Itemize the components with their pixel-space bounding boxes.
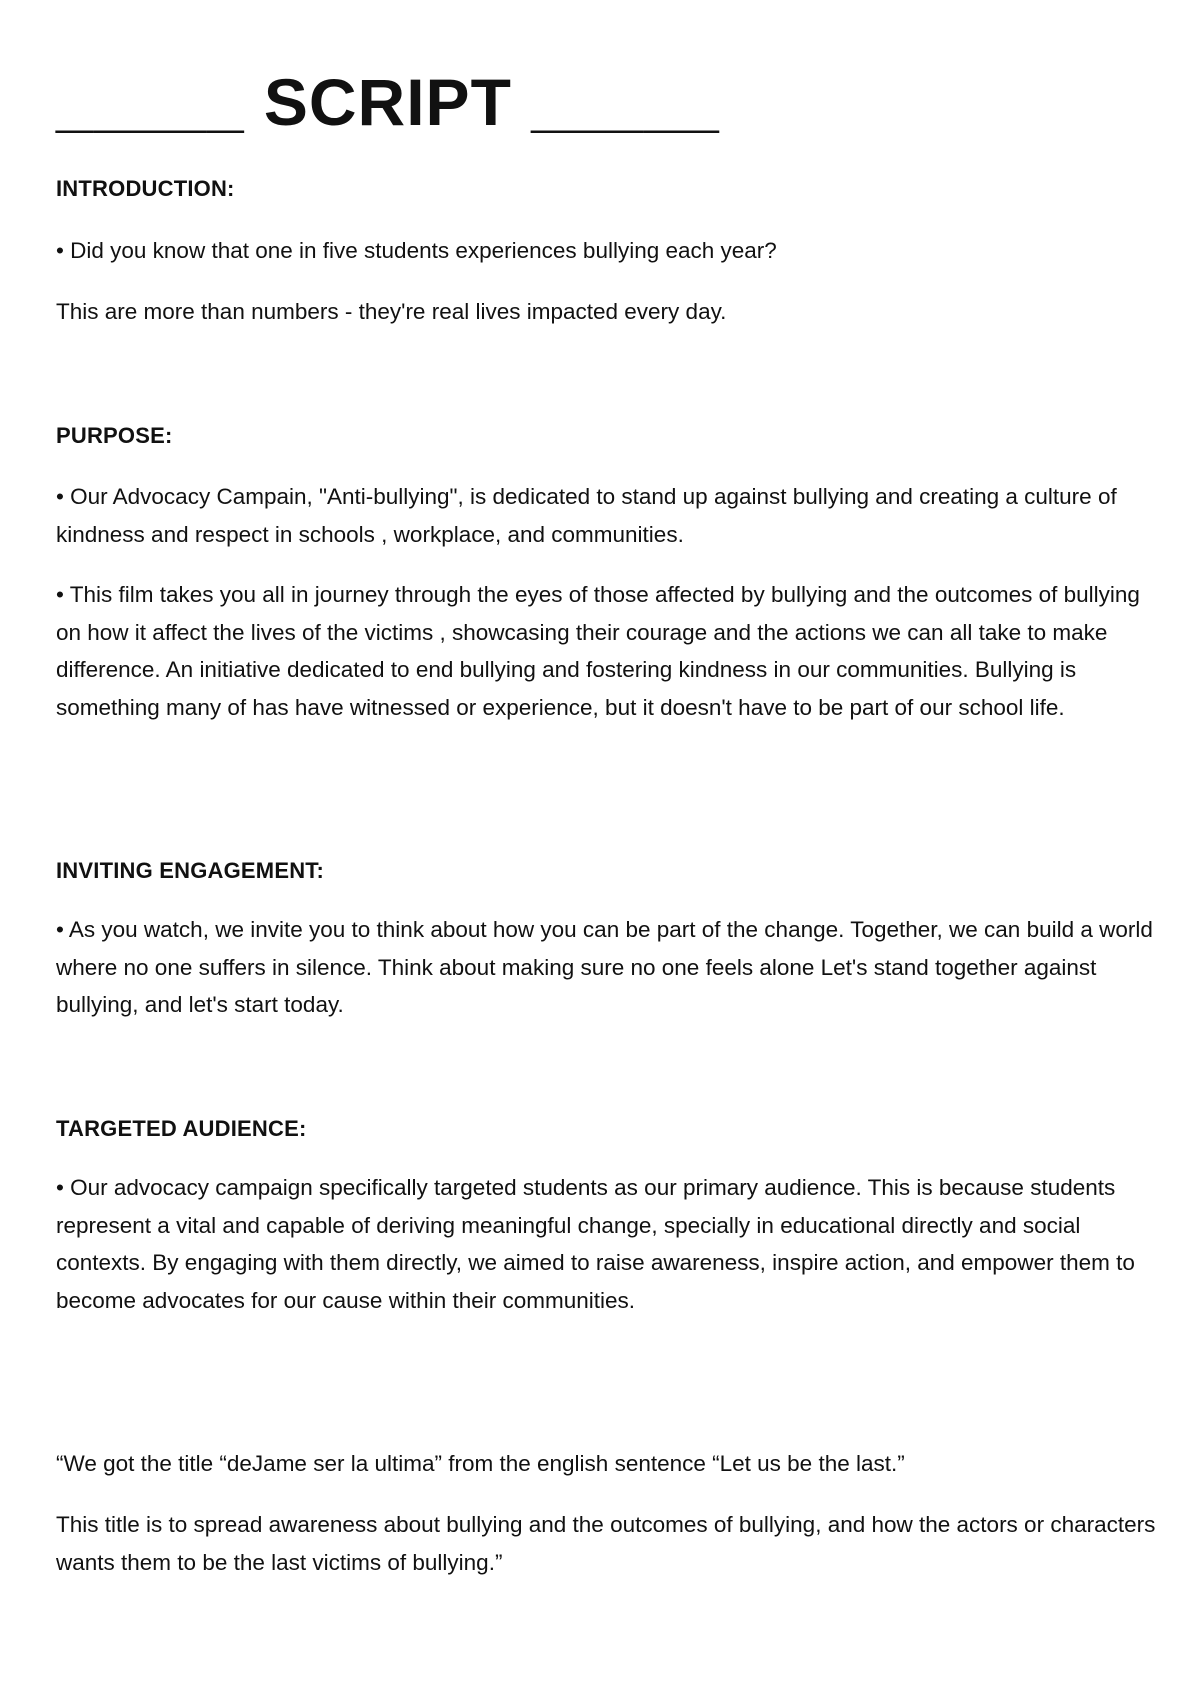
heading-introduction: INTRODUCTION:: [56, 176, 235, 201]
closing-paragraph-1: “We got the title “deJame ser la ultima” from the english sentence “Let us be the last.”: [56, 1451, 905, 1476]
heading-targeted-audience: TARGETED AUDIENCE:: [56, 1116, 307, 1141]
page-title: _____ SCRIPT _____: [56, 65, 720, 139]
introduction-paragraph-2: This are more than numbers - they're real lives impacted every day.: [56, 299, 727, 324]
introduction-paragraph-1: • Did you know that one in five students experiences bullying each year?: [56, 238, 777, 263]
purpose-paragraph-1: • Our Advocacy Campain, "Anti-bullying", is dedicated to stand up against bullying and creating a culture of kindness and respect in schools , workplace, and communities.: [56, 484, 1117, 547]
heading-purpose: PURPOSE:: [56, 423, 173, 448]
closing-paragraph-2: This title is to spread awareness about bullying and the outcomes of bullying, and how the actors or characters wants them to be the last victims of bullying.”: [56, 1512, 1156, 1575]
heading-inviting-engagement: INVITING ENGAGEMENT:: [56, 858, 325, 883]
engagement-paragraph-1: • As you watch, we invite you to think about how you can be part of the change. Together, we can build a world where no one suffers in silence. Think about making sure no one feels alone Let's stand together against bullying, and let's start today.: [56, 917, 1153, 1017]
audience-paragraph-1: • Our advocacy campaign specifically targeted students as our primary audience. This is because students represent a vital and capable of deriving meaningful change, specially in educational directly and social contexts. By engaging with them directly, we aimed to raise awareness, inspire action, and empower them to become advocates for our cause within their communities.: [56, 1175, 1135, 1313]
purpose-paragraph-2: • This film takes you all in journey through the eyes of those affected by bullying and the outcomes of bullying on how it affect the lives of the victims , showcasing their courage and the actions we can all take to make difference. An initiative dedicated to end bullying and fostering kindness in our communities. Bullying is something many of has have witnessed or experience, but it doesn't have to be part of our school life.: [56, 582, 1140, 720]
